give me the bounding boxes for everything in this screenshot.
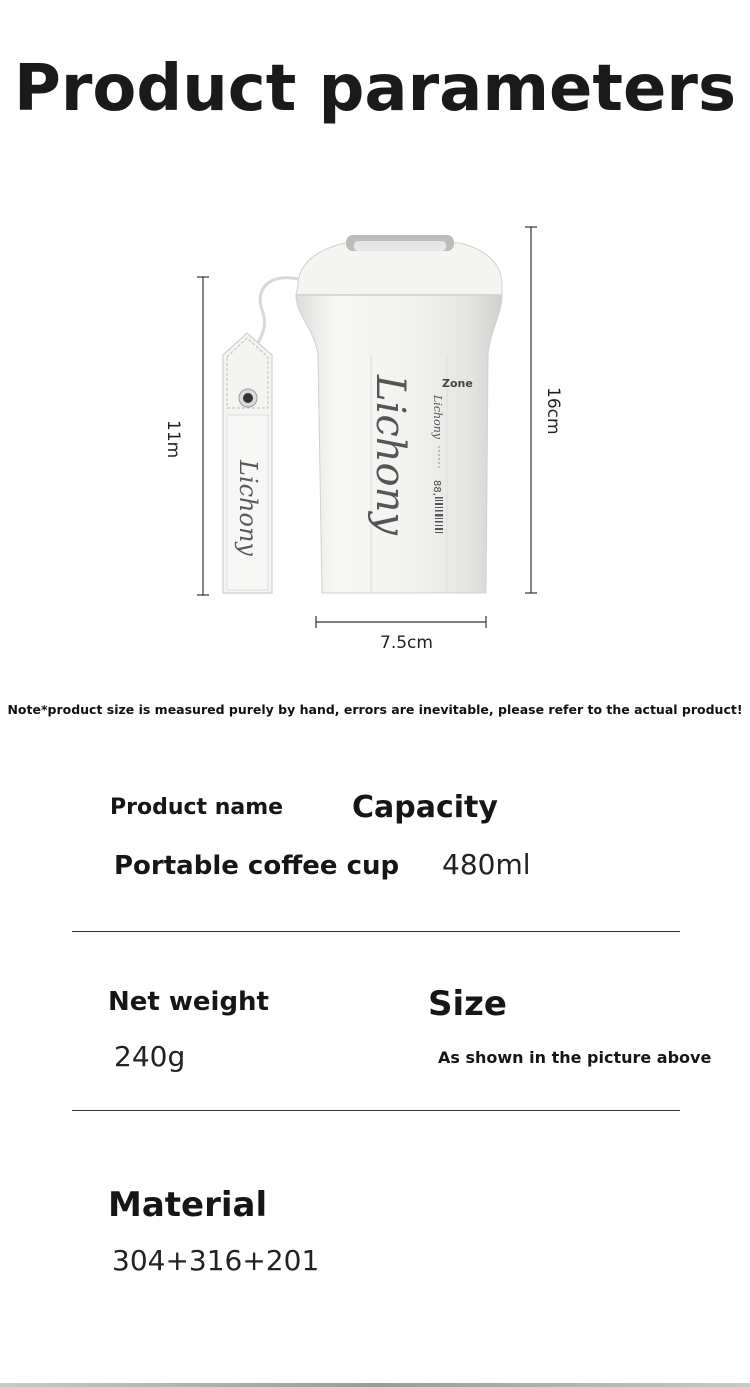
- size-value: As shown in the picture above: [438, 1048, 712, 1067]
- net-weight-label: Net weight: [108, 987, 269, 1017]
- product-name-label: Product name: [110, 795, 284, 820]
- number-text: 88,: [431, 480, 442, 496]
- size-label: Size: [428, 984, 507, 1024]
- height-label-left: 11m: [163, 420, 183, 459]
- bottom-edge-bar: [0, 1383, 750, 1387]
- divider: [72, 1110, 680, 1111]
- net-weight-value: 240g: [114, 1040, 186, 1073]
- width-label: 7.5cm: [380, 633, 433, 653]
- small-script-text: Lichony: [431, 395, 444, 439]
- capacity-label: Capacity: [352, 790, 498, 825]
- material-value: 304+316+201: [112, 1244, 320, 1277]
- page-title: Product parameters: [13, 52, 737, 126]
- zone-text: Zone: [442, 377, 473, 390]
- height-dimension-right: [525, 227, 537, 593]
- lanyard-cord: [258, 278, 298, 343]
- disclaimer-note: Note*product size is measured purely by hand, errors are inevitable, please refer to the actual product!: [7, 702, 743, 717]
- cup-script-text: Lichony: [367, 375, 413, 535]
- capacity-value: 480ml: [442, 848, 531, 881]
- width-dimension: [316, 616, 486, 628]
- product-name-value: Portable coffee cup: [114, 851, 400, 881]
- height-label-right: 16cm: [543, 387, 563, 435]
- product-image: [150, 215, 600, 655]
- tumbler-illustration: [150, 215, 600, 655]
- material-label: Material: [108, 1185, 268, 1225]
- divider: [72, 931, 680, 932]
- cup-lid: [296, 235, 502, 295]
- height-dimension-left: [197, 277, 209, 595]
- strap-script-text: Lichony: [234, 460, 262, 556]
- lanyard-strap: [223, 333, 272, 593]
